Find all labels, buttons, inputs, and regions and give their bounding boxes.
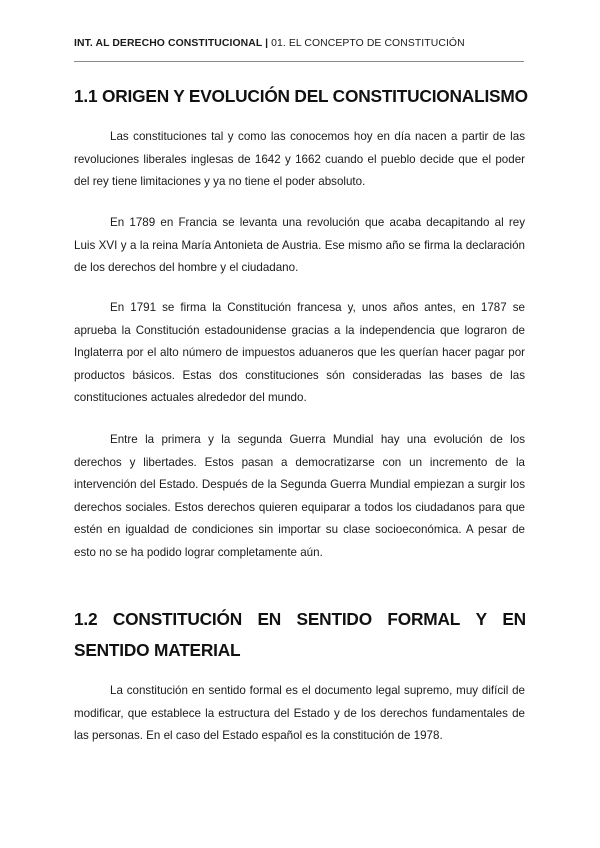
section-2-paragraph-1: La constitución en sentido formal es el documento legal supremo, muy difícil de modificar, que establece la estructura del Estado y de los derechos fundamentales de las personas. En el caso del Estado español es la constitución de 1978. [74, 684, 525, 743]
section-1-paragraph-1: Las constituciones tal y como las conocemos hoy en día nacen a partir de las revoluciones liberales inglesas de 1642 y 1662 cuando el pueblo decide que el poder del rey tiene limitaciones y ya no tiene el poder absoluto. [74, 130, 525, 189]
section-2-title-word: EN [257, 609, 282, 629]
section-2-title-word: EN [502, 609, 526, 629]
section-1-paragraph-4: Entre la primera y la segunda Guerra Mundial hay una evolución de los derechos y libertades. Estos pasan a democratizarse con un incremento de la intervención del Estado. Después de la Segunda Guerra Mundial empiezan a surgir los derechos sociales. Estos derechos quieren equiparar a todos los ciudadanos para que estén en igualdad de condiciones sin importar su clase socioeconómica. A pesar de esto no se ha podido lograr completamente aún. [74, 433, 525, 559]
section-2-title-word: Y [475, 609, 487, 629]
section-2-title [74, 604, 526, 666]
running-header [74, 38, 465, 49]
header-chapter: 01. EL CONCEPTO DE CONSTITUCIÓN [268, 38, 465, 49]
section-2-title-word: FORMAL [387, 609, 461, 629]
section-1-paragraph-2: En 1789 en Francia se levanta una revolución que acaba decapitando al rey Luis XVI y a la reina María Antonieta de Austria. Ese mismo año se firma la declaración de los derechos del hombre y el ciudadano. [74, 216, 525, 275]
header-course: INT. AL DERECHO CONSTITUCIONAL | [74, 38, 269, 49]
section-2-title-line-2: SENTIDO MATERIAL [74, 640, 241, 660]
header-divider [74, 61, 524, 62]
section-2-title-word: SENTIDO [296, 609, 372, 629]
section-1-title: 1.1 ORIGEN Y EVOLUCIÓN DEL CONSTITUCIONALISMO [74, 86, 528, 106]
section-1-paragraph-3: En 1791 se firma la Constitución francesa y, unos años antes, en 1787 se aprueba la Constitución estadounidense gracias a la independencia que lograron de Inglaterra por el alto número de impuestos aduaneros que les querían hacer pagar por productos básicos. Estas dos constituciones són consideradas las bases de las constituciones actuales alrededor del mundo. [74, 301, 525, 405]
section-2-number: 1.2 [74, 609, 98, 629]
section-2-title-word: CONSTITUCIÓN [112, 609, 243, 629]
section-2-title-line-1 [74, 604, 526, 635]
